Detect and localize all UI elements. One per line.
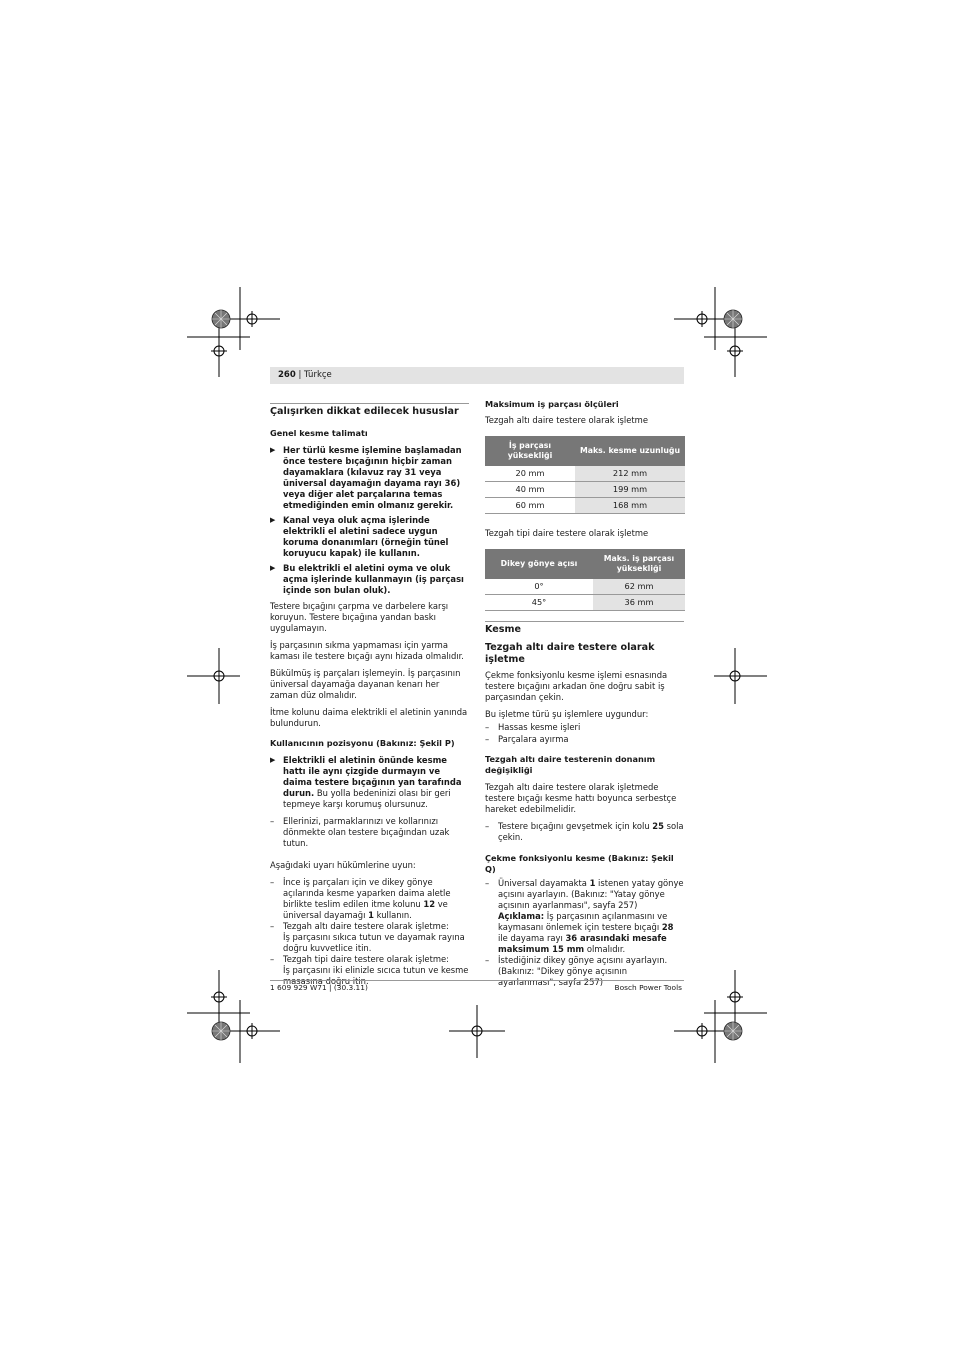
header-language: Türkçe: [304, 370, 332, 380]
table-header-row: [485, 549, 685, 579]
left-column: [270, 406, 469, 987]
left-top-rule: [270, 403, 469, 404]
footer-doc-id: 1 609 929 W71 | (30.3.11): [270, 983, 368, 992]
list-item: – İnce iş parçaları için ve dikey gönye açılarında kesme yaparken daima aletle birlikte teslim edilen itme kolunu 12 ve üniversal dayamağı 1 kullanın.: [270, 877, 451, 920]
column-header: İş parçası yüksekliği: [485, 436, 575, 466]
conversion-heading: Tezgah altı daire testerenin donanım değişikliği: [485, 754, 656, 775]
list-item: – Tezgah tipi daire testere olarak işletme: İş parçasını iki elinizle sıcıca tutun ve kesme masasına doğru itin.: [270, 954, 469, 986]
table-caption: Tezgah altı daire testere olarak işletme: [485, 415, 648, 425]
warning-item: ▶ Kanal veya oluk açma işlerinde elektrikli el aletini sadece uygun koruma donanımları (örneğin tünel koruyucu kapak) ile kullanın.: [270, 515, 449, 558]
undertable-operation-heading: Tezgah altı daire testere olarak işletme: [485, 642, 655, 665]
table-row: 0° 62 mm: [485, 579, 685, 595]
warning-item: ▶ Elektrikli el aletinin önünde kesme hattı ile aynı çizgide durmayın ve daima testere bıçağının yan tarafında durun. Bu yolla bedeninizi olası bir geri tepmeye karşı korumuş olursunuz.: [270, 755, 462, 809]
section-title: Çalışırken dikkat edilecek hususlar: [270, 406, 459, 417]
warning-item: ▶ Bu elektrikli el aletini oyma ve oluk açma işlerinde kullanmayın (iş parçası içinde son bulan oluk).: [270, 563, 464, 595]
page-number: 260: [278, 370, 296, 380]
triangle-bullet-icon: ▶: [270, 516, 276, 524]
paragraph: Aşağıdaki uyarı hükümlerine uyun:: [270, 860, 416, 870]
right-column: [485, 399, 684, 988]
cutting-heading: Kesme: [485, 624, 521, 635]
pull-cut-heading: Çekme fonksiyonlu kesme (Bakınız: Şekil Q): [485, 853, 674, 874]
table-row: 45° 36 mm: [485, 595, 685, 611]
footer-rule: [270, 980, 684, 981]
list-item: – Ellerinizi, parmaklarınızı ve kollarınızı dönmekte olan testere bıçağından uzak tutun.: [270, 816, 450, 848]
max-dimensions-heading: Maksimum iş parçası ölçüleri: [485, 399, 619, 409]
list-item: – Tezgah altı daire testere olarak işletme: İş parçasını sıkıca tutun ve dayamak rayına doğru kuvvetlice itin.: [270, 921, 465, 953]
general-cutting-heading: Genel kesme talimatı: [270, 428, 368, 438]
user-position-heading: Kullanıcının pozisyonu (Bakınız: Şekil P): [270, 738, 455, 748]
paragraph: Bu işletme türü şu işlemlere uygundur:: [485, 709, 649, 719]
list-item: – Testere bıçağını gevşetmek için kolu 25 sola çekin.: [485, 821, 684, 842]
column-header: Maks. kesme uzunluğu: [575, 436, 685, 466]
table-row: 20 mm 212 mm: [485, 466, 685, 482]
footer-brand: Bosch Power Tools: [614, 983, 682, 992]
triangle-bullet-icon: ▶: [270, 446, 276, 454]
header-separator: |: [298, 370, 302, 380]
paragraph: İş parçasının sıkma yapmaması için yarma kaması ile testere bıçağı aynı hizada olmalıdır.: [270, 640, 464, 661]
table-tabletop: [485, 549, 685, 611]
table-undertable: [485, 436, 685, 514]
paragraph: Bükülmüş iş parçaları işlemeyin. İş parçasının üniversal dayamağa dayanan kenarı her zaman düz olmalıdır.: [270, 668, 461, 700]
list-item: – Hassas kesme işleri: [485, 722, 581, 732]
paragraph: Tezgah altı daire testere olarak işletmede testere bıçağı kesme hattı boyunca serbestçe hareket edebilmelidir.: [485, 782, 677, 814]
table-header-row: [485, 436, 685, 466]
triangle-bullet-icon: ▶: [270, 564, 276, 572]
warning-item: ▶ Her türlü kesme işlemine başlamadan önce testere bıçağının hiçbir zaman dayamaklara (kılavuz ray 31 veya üniversal dayamağın dayama rayı 36) veya diğer alet parçalarına temas etmediğinden emin olmanız gerekir.: [270, 445, 462, 510]
column-header: Maks. iş parçası yüksekliği: [593, 549, 685, 579]
paragraph: Testere bıçağını çarpma ve darbelere karşı koruyun. Testere bıçağına yandan baskı uygulamayın.: [270, 601, 449, 633]
list-item: – İstediğiniz dikey gönye açısını ayarlayın. (Bakınız: "Dikey gönye açısının ayarlanması", sayfa 257): [485, 955, 668, 987]
column-header: Dikey gönye açısı: [485, 549, 593, 579]
table-caption: Tezgah tipi daire testere olarak işletme: [485, 528, 649, 538]
page-header: [270, 367, 684, 384]
triangle-bullet-icon: ▶: [270, 756, 276, 764]
paragraph: Çekme fonksiyonlu kesme işlemi esnasında testere bıçağını arkadan öne doğru sabit iş parçasından çekin.: [485, 670, 668, 702]
table-row: 60 mm 168 mm: [485, 498, 685, 514]
list-item: – Parçalara ayırma: [485, 734, 569, 744]
list-item: – Üniversal dayamakta 1 istenen yatay gönye açısını ayarlayın. (Bakınız: "Yatay gönye açısının ayarlanması", sayfa 257) Açıklama: İş parçasının açılanmasını ve kaymasanı önlemek için testere bıçağı 28 ile dayama rayı 36 arasındaki mesafe maksimum 15 mm olmalıdır.: [485, 878, 684, 954]
table-row: 40 mm 199 mm: [485, 482, 685, 498]
section-rule: [485, 621, 684, 622]
paragraph: İtme kolunu daima elektrikli el aletinin yanında bulundurun.: [270, 707, 468, 728]
